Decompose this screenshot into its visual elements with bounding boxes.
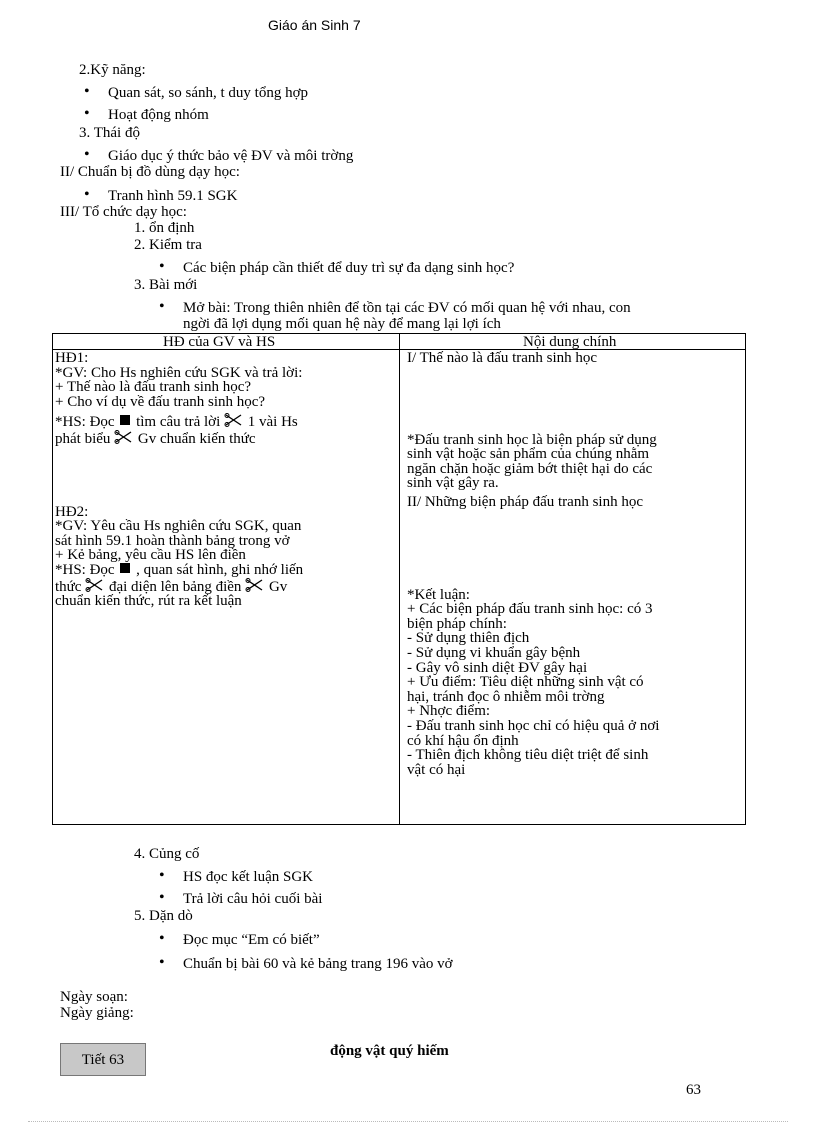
step-5: 5. Dặn dò [134, 908, 193, 924]
left-text: đại diện lên bảng điền [108, 578, 242, 595]
skills-item: • Hoạt động nhóm [108, 107, 209, 123]
attitude-item: • Giáo dục ý thức bảo vệ ĐV và môi trờng [108, 148, 353, 164]
right-line: - Gây vô sinh diệt ĐV gây hại [407, 659, 588, 676]
left-line-hs [55, 578, 395, 595]
step-4-bullet: • HS đọc kết luận SGK [183, 869, 313, 885]
left-line: *GV: Yêu cầu Hs nghiên cứu SGK, quan [55, 518, 302, 535]
right-line: - Sử dụng thiên địch [407, 630, 530, 647]
right-line: hại, tránh đọc ô nhiễm môi trờng [407, 688, 605, 705]
org-heading: III/ Tổ chức dạy học: [60, 204, 187, 220]
step-3-bullet: • Mở bài: Trong thiên nhiên để tồn tại các ĐV có mối quan hệ với nhau, con [183, 300, 631, 316]
left-line: HĐ2: [55, 503, 89, 520]
right-line: có khí hậu ổn định [407, 732, 519, 749]
prep-heading: II/ Chuẩn bị đồ dùng dạy học: [60, 164, 240, 180]
left-text: Gv chuẩn kiến thức [137, 430, 256, 447]
right-line: sinh vật gây ra. [407, 475, 499, 492]
left-text: phát biểu [55, 430, 111, 447]
page-number: 63 [686, 1082, 701, 1098]
table-header-right: Nội dung chính [523, 334, 617, 350]
left-line: sát hình 59.1 hoàn thành bảng trong vở [55, 532, 290, 549]
lesson-number-box: Tiết 63 [60, 1043, 146, 1076]
left-line: + Kẻ bảng, yêu cầu HS lên điền [55, 547, 246, 564]
left-line-hs [55, 413, 395, 430]
right-line: *Kết luận: [407, 586, 470, 603]
lesson-table [52, 333, 746, 825]
skills-heading: 2.Kỹ năng: [79, 62, 146, 78]
step-3-bullet-cont: ngời đã lợi dụng mối quan hệ này để mang lại lợi ích [183, 316, 501, 332]
table-header-left: HĐ của GV và HS [163, 334, 276, 350]
square-icon [120, 563, 130, 573]
date-taught: Ngày giảng: [60, 1005, 134, 1021]
left-line: *GV: Cho Hs nghiên cứu SGK và trả lời: [55, 364, 303, 381]
step-5-bullet: • Đọc mục “Em có biết” [183, 932, 320, 948]
scissors-icon [85, 578, 105, 592]
step-4-bullet: • Trả lời câu hỏi cuối bài [183, 891, 322, 907]
page-bottom-rule [28, 1121, 788, 1122]
right-line: - Sử dụng vi khuẩn gây bệnh [407, 644, 581, 661]
scissors-icon [114, 430, 134, 444]
right-line: II/ Những biện pháp đấu tranh sinh học [407, 493, 643, 510]
right-line: - Thiên địch không tiêu diệt triệt để sinh [407, 747, 649, 764]
right-column [407, 351, 743, 777]
right-line: I/ Thế nào là đấu tranh sinh học [407, 350, 598, 366]
left-text: *HS: Đọc [55, 414, 115, 431]
left-text: Gv [268, 578, 288, 595]
right-line: + Ưu điểm: Tiêu diệt những sinh vật có [407, 674, 644, 691]
step-4: 4. Củng cố [134, 846, 200, 862]
left-line-hs [55, 430, 395, 447]
page-header: Giáo án Sinh 7 [268, 17, 361, 33]
table-header-rule [53, 349, 745, 350]
step-2: 2. Kiểm tra [134, 237, 202, 253]
right-line: ngăn chặn hoặc giảm bớt thiệt hại do các [407, 460, 653, 477]
left-line-hs [55, 563, 395, 578]
right-line: + Các biện pháp đấu tranh sinh học: có 3 [407, 601, 653, 618]
right-line: biện pháp chính: [407, 615, 507, 632]
left-line: HĐ1: [55, 350, 89, 366]
step-1: 1. ổn định [134, 220, 195, 236]
left-text: *HS: Đọc [55, 561, 115, 578]
left-text: thức [55, 578, 82, 595]
square-icon [120, 415, 130, 425]
left-text: , quan sát hình, ghi nhớ liến [136, 561, 304, 578]
right-line: vật có hại [407, 761, 466, 778]
left-line: chuẩn kiến thức, rút ra kết luận [55, 593, 242, 610]
right-line: sinh vật hoặc sản phẩm của chúng nhằm [407, 446, 650, 463]
lesson-title: động vật quý hiếm [330, 1043, 449, 1059]
skills-item: • Quan sát, so sánh, t duy tổng hợp [108, 85, 308, 101]
left-line: + Thế nào là đấu tranh sinh học? [55, 379, 252, 396]
scissors-icon [224, 413, 244, 427]
right-line: - Đấu tranh sinh học chỉ có hiệu quả ở nơi [407, 717, 660, 734]
table-divider [399, 334, 400, 824]
step-2-bullet: • Các biện pháp cần thiết để duy trì sự đa dạng sinh học? [183, 260, 514, 276]
scissors-icon [245, 578, 265, 592]
attitude-heading: 3. Thái độ [79, 125, 140, 141]
step-5-bullet: • Chuẩn bị bài 60 và kẻ bảng trang 196 vào vở [183, 956, 453, 972]
prep-item: • Tranh hình 59.1 SGK [108, 188, 237, 204]
date-prepared: Ngày soạn: [60, 989, 128, 1005]
left-text: tìm câu trả lời [136, 414, 221, 431]
left-column [55, 351, 395, 609]
right-line: *Đấu tranh sinh học là biện pháp sử dụng [407, 431, 657, 448]
step-3: 3. Bài mới [134, 277, 198, 293]
left-line: + Cho ví dụ về đấu tranh sinh học? [55, 393, 266, 410]
right-line: + Nhợc điểm: [407, 703, 491, 720]
left-text: 1 vài Hs [247, 414, 298, 431]
